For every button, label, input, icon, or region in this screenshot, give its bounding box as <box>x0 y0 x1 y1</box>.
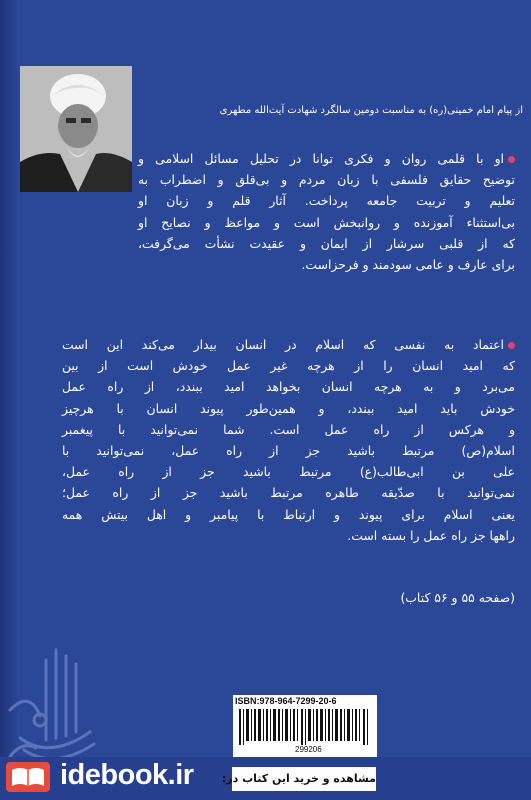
bullet-icon <box>508 156 515 163</box>
barcode-label <box>233 695 377 757</box>
quote2-line: و هرکس از راه عمل است. شما نمی‌توانید با پیغمبر <box>62 421 515 437</box>
isbn-text: ISBN:978-964-7299-20-6 <box>235 696 337 706</box>
quote2-line: که امید انسان را از هرچه غیر عمل خودش است از بین <box>62 358 515 374</box>
quote1-line: او با قلمی روان و فکری توانا در تحلیل مسائل اسلامی و <box>138 148 515 169</box>
watermark-brand[interactable]: idebook.ir <box>60 759 194 791</box>
quote2-line: اعتماد به نفسی که اسلام در انسان بیدار می‌کند این است <box>62 334 515 355</box>
page-citation: (صفحه ۵۵ و ۵۶ کتاب) <box>400 590 515 605</box>
barcode-bars <box>237 709 373 745</box>
quote2-line: یعنی اسلام برای پیوند و ارتباط با پیامبر و اهل بیتش همه <box>62 506 515 522</box>
quote2-line: می‌برد و به هرچه انسان بخواهد امید ببندد، از راه عمل <box>62 379 515 395</box>
quote1-line: که از قلبی سرشار از ایمان و عقیدت نشأت می‌گرفت، <box>138 235 515 251</box>
quote2-line: راهها جز راه عمل را بسته است. <box>347 527 515 543</box>
bullet-icon <box>508 342 515 349</box>
barcode-number: 299206 <box>295 745 322 754</box>
quote2-line: علی بن ابی‌طالب(ع) مرتبط باشید جز از راه عمل، <box>62 464 515 480</box>
watermark-note: مشاهده و خرید این کتاب در: <box>232 767 376 791</box>
watermark-banner <box>0 757 531 800</box>
quote-paragraph-2 <box>62 334 515 546</box>
quote1-line: بی‌استثناء آموزنده و روانبخش است و مواعظ و نصایح او <box>138 214 515 230</box>
quote2-line: اسلام(ص) مرتبط باشید جز از راه عمل، نمی‌توانید با <box>62 443 515 459</box>
publisher-calligraphy-logo <box>0 620 100 780</box>
quote1-line: توضیح حقایق فلسفی با زبان مردم و بی‌قلق و اضطراب به <box>138 172 515 188</box>
book-logo-icon <box>6 762 50 792</box>
quote2-line: خودش باید امید ببندد، و همین‌طور پیوند انسان با هرچیز <box>62 400 515 416</box>
quote1-line: تعلیم و تربیت جامعه پرداخت. آثار قلم و زبان او <box>138 193 515 209</box>
quote-paragraph-1 <box>138 148 515 275</box>
author-portrait <box>20 66 132 192</box>
quote1-line: برای عارف و عامی سودمند و فرحزاست. <box>301 257 515 273</box>
quote-caption: از پیام امام خمینی(ره) به مناسبت دومین سالگرد شهادت آیت‌الله مطهری <box>219 105 523 116</box>
quote2-line: نمی‌توانید با صدّیقه طاهره مرتبط باشید جز از راه عمل؛ <box>62 485 515 501</box>
